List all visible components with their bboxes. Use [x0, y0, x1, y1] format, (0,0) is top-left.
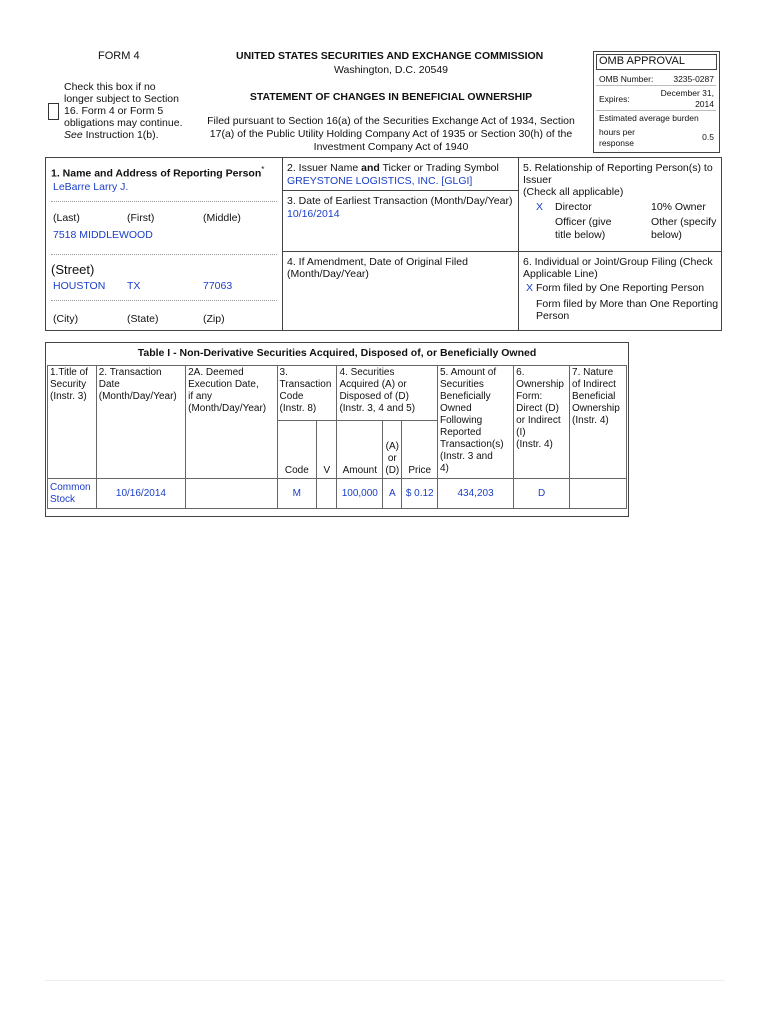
col-deemed-header: 2A. Deemed Execution Date, if any (Month/Day/Year) [186, 366, 277, 479]
see-label: See [64, 129, 83, 141]
box5-check-all: (Check all applicable) [523, 186, 624, 198]
last-label: (Last) [53, 212, 80, 224]
box3-title: 3. Date of Earliest Transaction (Month/Day/Year) [287, 195, 513, 207]
street-value: 7518 MIDDLEWOOD [53, 229, 153, 241]
row-owned: 434,203 [438, 479, 514, 509]
other-label: Other (specify below) [651, 216, 717, 241]
col-nature-header: 7. Nature of Indirect Beneficial Ownership (Instr. 4) [570, 366, 627, 479]
omb-burden-label: Estimated average burden [599, 113, 699, 123]
row-amount: 100,000 [337, 479, 383, 509]
row-deemed [186, 479, 277, 509]
zip-label: (Zip) [203, 313, 225, 325]
row-date: 10/16/2014 [96, 479, 185, 509]
statement-title: STATEMENT OF CHANGES IN BENEFICIAL OWNERSHIP [249, 91, 533, 103]
sub-price-header: Price [402, 421, 438, 479]
checkbox-instruction [64, 129, 159, 141]
row-nature [570, 479, 627, 509]
table1-title: Table I - Non-Derivative Securities Acquired, Disposed of, or Beneficially Owned [137, 347, 537, 359]
box4-title: 4. If Amendment, Date of Original Filed (Month/Day/Year) [287, 256, 468, 280]
reporting-person-name: LeBarre Larry J. [53, 181, 129, 193]
row-price: $ 0.12 [402, 479, 438, 509]
director-mark[interactable]: X [536, 201, 544, 213]
first-label: (First) [127, 212, 155, 224]
city-value: HOUSTON [53, 280, 106, 292]
box5-title: 5. Relationship of Reporting Person(s) to Issuer [523, 162, 713, 186]
row-code: M [277, 479, 317, 509]
row-aord: A [383, 479, 402, 509]
box2-title-and: and [361, 162, 380, 174]
commission-location: Washington, D.C. 20549 [333, 64, 448, 76]
sub-v-header: V [317, 421, 337, 479]
omb-hours-label: hours per response [599, 127, 635, 148]
box2-title-a: 2. Issuer Name [287, 162, 362, 174]
middle-label: (Middle) [203, 212, 241, 224]
col-title-header: 1.Title of Security (Instr. 3) [48, 366, 97, 479]
city-label: (City) [53, 313, 79, 325]
omb-expires-label: Expires: [599, 94, 630, 104]
ten-percent-owner-label: 10% Owner [651, 201, 706, 213]
instruction-label: Instruction 1(b). [82, 129, 159, 141]
omb-number-label: OMB Number: [599, 74, 654, 84]
page-footer-rule [45, 980, 725, 981]
street-label: (Street) [51, 262, 95, 277]
col-date-header: 2. Transaction Date (Month/Day/Year) [96, 366, 185, 479]
col-code-header: 3. Transaction Code (Instr. 8) [277, 366, 337, 421]
row-title: Common Stock [48, 479, 97, 509]
box1-title-text: 1. Name and Address of Reporting Person [51, 167, 262, 180]
row-form: D [514, 479, 570, 509]
commission-title: UNITED STATES SECURITIES AND EXCHANGE COMMISSION [236, 50, 544, 62]
zip-value: 77063 [203, 280, 233, 292]
sub-code-header: Code [277, 421, 317, 479]
table-row [48, 479, 627, 509]
state-label: (State) [127, 313, 159, 325]
omb-hours-value: 0.5 [702, 132, 714, 142]
omb-approval-box [593, 51, 720, 153]
col-securities-header: 4. Securities Acquired (A) or Disposed of (D) (Instr. 3, 4 and 5) [337, 366, 438, 421]
col-amount-owned-header: 5. Amount of Securities Beneficially Owned Following Reported Transaction(s) (Instr. 3 and 4) [438, 366, 514, 479]
officer-label: Officer (give title below) [555, 216, 612, 241]
state-value: TX [127, 280, 141, 292]
box6-title: 6. Individual or Joint/Group Filing (Check Applicable Line) [523, 256, 713, 280]
one-person-label: Form filed by One Reporting Person [536, 282, 705, 294]
more-persons-label: Form filed by More than One Reporting Person [536, 298, 719, 322]
sub-amount-header: Amount [337, 421, 383, 479]
omb-number-value: 3235-0287 [673, 74, 714, 84]
table1 [47, 365, 627, 509]
col-ownership-form-header: 6. Ownership Form: Direct (D) or Indirect (I) (Instr. 4) [514, 366, 570, 479]
box1-title [51, 165, 264, 180]
one-person-mark[interactable]: X [526, 282, 534, 294]
checkbox-text: Check this box if no longer subject to Section 16. Form 4 or Form 5 obligations may continue. [64, 81, 183, 129]
checkbox-icon[interactable] [48, 103, 59, 120]
issuer-name: GREYSTONE LOGISTICS, INC. [GLGI] [287, 175, 473, 187]
form-label: FORM 4 [98, 50, 140, 62]
filed-pursuant: Filed pursuant to Section 16(a) of the Securities Exchange Act of 1934, Section 17(a) of the Public Utility Holding Company Act of 1935 or Section 30(h) of the Investment Company Act of 1940 [207, 115, 575, 153]
row-v [317, 479, 337, 509]
omb-expires-value: December 31, 2014 [660, 88, 714, 109]
omb-title: OMB APPROVAL [599, 55, 685, 67]
box2-title [287, 162, 499, 174]
box2-title-b: Ticker or Trading Symbol [379, 162, 499, 174]
sub-aord-header: (A) or (D) [383, 421, 402, 479]
director-label: Director [555, 201, 592, 213]
box1-asterisk: * [261, 165, 265, 174]
earliest-transaction-date: 10/16/2014 [287, 208, 340, 220]
